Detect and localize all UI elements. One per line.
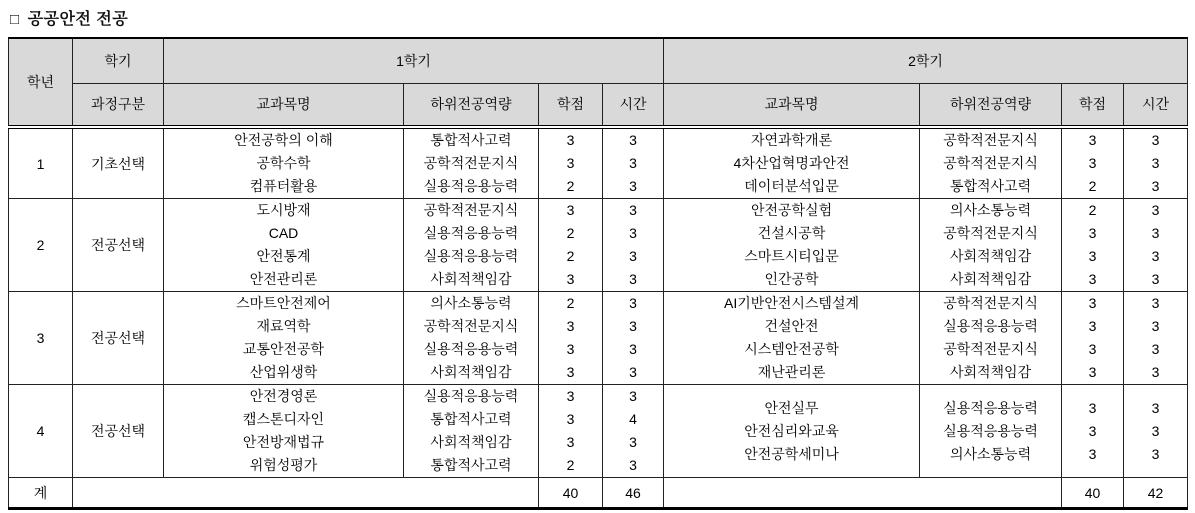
cell-line: 실용적응용능력 (943, 318, 1038, 334)
s2-credits (1062, 199, 1124, 292)
header-s2-competency: 하위전공역량 (920, 83, 1062, 127)
cell-line: 컴퓨터활용 (249, 178, 318, 194)
cell-line: 안전공학실험 (750, 202, 833, 218)
cell-line: 공학적전문지식 (943, 225, 1038, 241)
cell-line: 도시방재 (256, 202, 311, 218)
cell-line: 안전실무 (764, 399, 819, 416)
cell-line: 3 (1088, 248, 1097, 264)
s1-hours (603, 199, 664, 292)
s2-competencies (920, 127, 1062, 199)
s2-credits (1062, 292, 1124, 385)
s2-competencies (920, 385, 1062, 478)
cell-line: 안전심리와교육 (744, 422, 839, 439)
cell-line: 3 (629, 155, 637, 171)
table-row-year-2 (9, 199, 1188, 292)
cell-line: 공학적전문지식 (943, 295, 1038, 311)
table-row-year-1 (9, 127, 1188, 199)
cell-line: 실용적응용능력 (423, 341, 519, 357)
cell-line: 3 (629, 178, 637, 194)
cell-line: 3 (1151, 445, 1160, 462)
cell-line: 사회적책임감 (430, 434, 512, 450)
page-title-text: 공공안전 전공 (27, 11, 129, 28)
s2-competencies (920, 199, 1062, 292)
cell-line: 3 (1151, 295, 1160, 311)
s2-credits (1062, 385, 1124, 478)
cell-line: 실용적응용능력 (423, 248, 519, 264)
table-row-year-3 (9, 292, 1188, 385)
cell-line: 3 (1088, 271, 1097, 287)
s1-competencies (404, 292, 539, 385)
cell-line: 의사소통능력 (430, 295, 512, 311)
s2-credits (1062, 127, 1124, 199)
cell-line: 실용적응용능력 (423, 178, 519, 194)
cell-line: 통합적사고력 (430, 411, 512, 427)
cell-line: 실용적응용능력 (423, 225, 519, 241)
cell-line: 3 (1151, 422, 1160, 439)
cell-line: 건설안전 (764, 318, 819, 334)
s1-credits (539, 199, 603, 292)
s2-course-names (664, 292, 920, 385)
cell-line: 안전통계 (256, 248, 311, 264)
cell-line: 실용적응용능력 (943, 422, 1038, 439)
cell-line: 3 (566, 318, 575, 334)
s1-course-names (164, 385, 404, 478)
cell-line: 사회적책임감 (949, 364, 1032, 380)
cell-line: 통합적사고력 (430, 457, 512, 473)
s1-hours (603, 127, 664, 199)
cell-line: 3 (1151, 202, 1160, 218)
s2-course-names (664, 199, 920, 292)
cell-line: 스마트시티입문 (744, 248, 839, 264)
cell-line: 데이터분석입문 (744, 178, 839, 194)
cell-line: 2 (566, 225, 575, 241)
s1-course-names (164, 199, 404, 292)
cell-line: 3 (1088, 341, 1097, 357)
cell-line: 3 (629, 202, 637, 218)
cell-line: 3 (566, 434, 575, 450)
total-s1-empty (73, 478, 539, 509)
cell-line: 3 (1088, 225, 1097, 241)
cell-line: 건설시공학 (757, 225, 826, 241)
category-cell: 기초선택 (73, 127, 164, 199)
cell-line: 3 (566, 155, 575, 171)
cell-line: 3 (629, 225, 637, 241)
cell-line: 사회적책임감 (949, 248, 1032, 264)
cell-line: 3 (629, 318, 637, 334)
page-title (10, 6, 1195, 29)
cell-line: AI기반안전시스템설계 (724, 295, 859, 311)
cell-line: 3 (566, 202, 575, 218)
cell-line: 공학적전문지식 (423, 318, 519, 334)
table-row-year-4 (9, 385, 1188, 478)
cell-line: 의사소통능력 (949, 202, 1032, 218)
cell-line: 3 (629, 341, 637, 357)
cell-line: 3 (566, 364, 575, 380)
cell-line: 3 (1088, 399, 1097, 416)
s1-competencies (404, 385, 539, 478)
category-cell: 전공선택 (73, 199, 164, 292)
category-cell: 전공선택 (73, 292, 164, 385)
table-row-total (9, 478, 1188, 509)
cell-line: 3 (1088, 132, 1097, 148)
cell-line: 3 (1151, 318, 1160, 334)
cell-line: 통합적사고력 (949, 178, 1032, 194)
s2-competencies (920, 292, 1062, 385)
cell-line: 2 (1088, 178, 1097, 194)
s1-credits (539, 292, 603, 385)
s1-course-names (164, 292, 404, 385)
cell-line: 3 (1088, 155, 1097, 171)
year-cell: 3 (9, 292, 73, 385)
cell-line: 3 (566, 271, 575, 287)
header-year: 학년 (9, 38, 73, 127)
cell-line: 3 (566, 341, 575, 357)
cell-line: 3 (1151, 178, 1160, 194)
cell-line: 3 (1151, 225, 1160, 241)
total-s2-empty (664, 478, 1062, 509)
cell-line: 공학적전문지식 (943, 132, 1038, 148)
cell-line: 실용적응용능력 (423, 388, 519, 404)
cell-line: 캡스톤디자인 (242, 411, 325, 427)
cell-line: 통합적사고력 (430, 132, 512, 148)
cell-line: 공학적전문지식 (943, 155, 1038, 171)
header-s1-hours: 시간 (603, 83, 664, 127)
cell-line: 3 (629, 248, 637, 264)
s1-hours (603, 292, 664, 385)
header-s2-course-name: 교과목명 (664, 83, 920, 127)
cell-line: 3 (1088, 318, 1097, 334)
total-s1-credits: 40 (539, 478, 603, 509)
cell-line: 사회적책임감 (430, 271, 512, 287)
s2-hours (1124, 385, 1188, 478)
total-label: 계 (9, 478, 73, 509)
cell-line: 스마트안전제어 (236, 295, 331, 311)
cell-line: 의사소통능력 (949, 445, 1032, 462)
table-body (9, 127, 1188, 509)
s2-hours (1124, 199, 1188, 292)
s2-hours (1124, 292, 1188, 385)
cell-line: 2 (566, 178, 575, 194)
total-s1-hours: 46 (603, 478, 664, 509)
year-cell: 2 (9, 199, 73, 292)
cell-line: 3 (1151, 341, 1160, 357)
s1-credits (539, 385, 603, 478)
header-s2-credits: 학점 (1062, 83, 1124, 127)
cell-line: 자연과학개론 (750, 132, 833, 148)
cell-line: 3 (629, 434, 637, 450)
cell-line: 4차산업혁명과안전 (733, 155, 850, 171)
cell-line: 재난관리론 (757, 364, 826, 380)
header-s1-credits: 학점 (539, 83, 603, 127)
cell-line: 3 (629, 271, 637, 287)
cell-line: 3 (1151, 132, 1160, 148)
cell-line: 3 (629, 364, 637, 380)
header-semester2: 2학기 (664, 38, 1188, 83)
cell-line: 2 (1088, 202, 1097, 218)
table-header (9, 38, 1188, 127)
cell-line: 3 (566, 388, 575, 404)
cell-line: 3 (629, 132, 637, 148)
cell-line: 3 (566, 132, 575, 148)
header-semester1: 1학기 (164, 38, 664, 83)
cell-line: 2 (566, 295, 575, 311)
cell-line: 3 (566, 411, 575, 427)
s2-course-names (664, 385, 920, 478)
cell-line: 3 (1151, 364, 1160, 380)
year-cell: 1 (9, 127, 73, 199)
cell-line: 교통안전공학 (242, 341, 325, 357)
cell-line: 2 (566, 248, 575, 264)
cell-line: 안전경영론 (249, 388, 318, 404)
s1-competencies (404, 199, 539, 292)
cell-line: 산업위생학 (249, 364, 318, 380)
cell-line: 위험성평가 (249, 457, 318, 473)
header-s1-course-name: 교과목명 (164, 83, 404, 127)
s1-credits (539, 127, 603, 199)
cell-line: 안전관리론 (249, 271, 318, 287)
curriculum-table (8, 37, 1188, 510)
cell-line: 안전공학세미나 (744, 445, 839, 462)
cell-line: 사회적책임감 (949, 271, 1032, 287)
cell-line: 3 (629, 457, 637, 473)
s2-hours (1124, 127, 1188, 199)
cell-line: 인간공학 (764, 271, 819, 287)
cell-line: 안전공학의 이해 (234, 132, 333, 148)
cell-line: 공학적전문지식 (943, 341, 1038, 357)
header-semester: 학기 (73, 38, 164, 83)
cell-line: 3 (1088, 422, 1097, 439)
s1-course-names (164, 127, 404, 199)
cell-line: 3 (1088, 445, 1097, 462)
cell-line: 안전방재법규 (242, 434, 325, 450)
header-s2-hours: 시간 (1124, 83, 1188, 127)
s1-competencies (404, 127, 539, 199)
cell-line: 2 (566, 457, 575, 473)
cell-line: 3 (1151, 248, 1160, 264)
cell-line: 3 (1088, 295, 1097, 311)
cell-line: 3 (629, 295, 637, 311)
cell-line: CAD (268, 225, 299, 241)
header-s1-competency: 하위전공역량 (404, 83, 539, 127)
cell-line: 3 (1088, 364, 1097, 380)
cell-line: 4 (629, 411, 637, 427)
cell-line: 3 (1151, 155, 1160, 171)
cell-line: 실용적응용능력 (943, 399, 1038, 416)
year-cell: 4 (9, 385, 73, 478)
cell-line: 공학적전문지식 (423, 202, 519, 218)
square-bullet-icon: □ (10, 11, 20, 28)
total-s2-hours: 42 (1124, 478, 1188, 509)
total-s2-credits: 40 (1062, 478, 1124, 509)
cell-line: 재료역학 (256, 318, 311, 334)
cell-line: 3 (629, 388, 637, 404)
category-cell: 전공선택 (73, 385, 164, 478)
s2-course-names (664, 127, 920, 199)
cell-line: 시스템안전공학 (744, 341, 839, 357)
cell-line: 3 (1151, 271, 1160, 287)
s1-hours (603, 385, 664, 478)
cell-line: 공학수학 (256, 155, 311, 171)
cell-line: 3 (1151, 399, 1160, 416)
cell-line: 사회적책임감 (430, 364, 512, 380)
cell-line: 공학적전문지식 (423, 155, 519, 171)
header-category: 과정구분 (73, 83, 164, 127)
